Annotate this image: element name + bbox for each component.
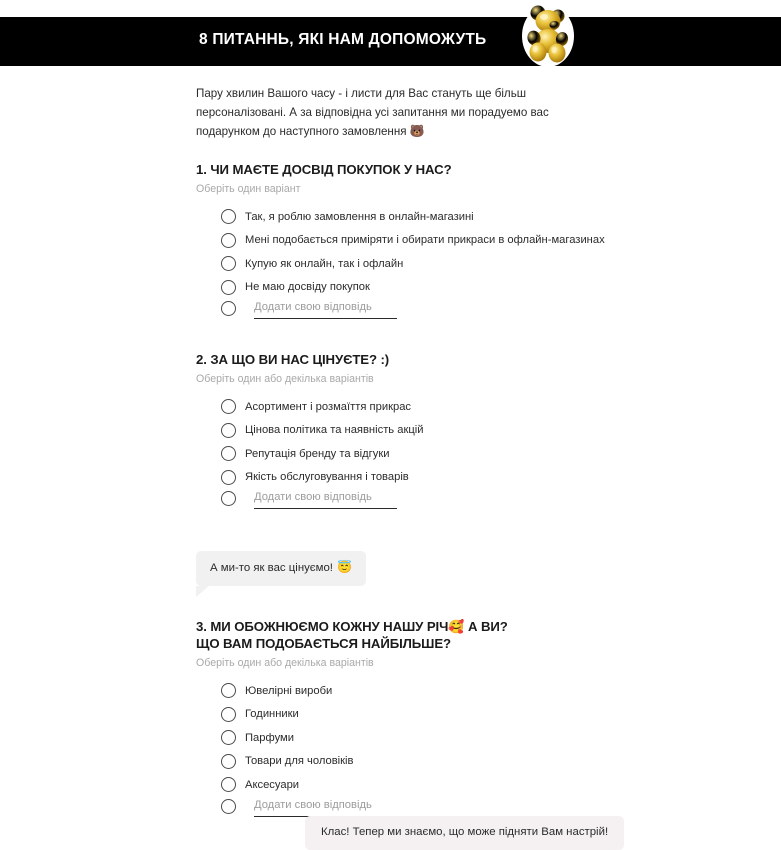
- option-row[interactable]: [221, 395, 626, 419]
- page-title: 8 ПИТАННЬ, ЯКІ НАМ ДОПОМОЖУТЬ: [199, 31, 487, 48]
- radio-icon[interactable]: [221, 399, 236, 414]
- radio-icon[interactable]: [221, 683, 236, 698]
- radio-icon[interactable]: [221, 423, 236, 438]
- option-row[interactable]: [221, 442, 626, 466]
- option-row[interactable]: [221, 773, 626, 797]
- option-label: Цінова політика та наявність акцій: [245, 424, 424, 437]
- option-label: Якість обслуговування і товарів: [245, 471, 409, 484]
- option-label: Не маю досвіду покупок: [245, 281, 370, 294]
- question-block-2: [196, 351, 626, 521]
- option-label: Асортимент і розмаїття прикрас: [245, 400, 412, 413]
- custom-answer-input[interactable]: [254, 799, 397, 817]
- radio-icon[interactable]: [221, 730, 236, 745]
- radio-icon[interactable]: [221, 707, 236, 722]
- radio-icon[interactable]: [221, 470, 236, 485]
- option-row-custom[interactable]: [221, 489, 626, 521]
- question-title-2: 2. ЗА ЩО ВИ НАС ЦІНУЄТЕ? :): [196, 352, 390, 367]
- question-hint-3: Оберіть один або декілька варіантів: [196, 657, 374, 669]
- options-list-2: [196, 395, 626, 521]
- survey-content: [196, 84, 626, 829]
- option-row[interactable]: [221, 276, 626, 300]
- gold-teddy-bear-icon: [512, 0, 584, 70]
- option-label: Ювелірні вироби: [245, 684, 333, 697]
- option-row[interactable]: [221, 466, 626, 490]
- smiling-face-hearts-emoji-icon: 🥰: [448, 619, 465, 634]
- option-label: Репутація бренду та відгуки: [245, 447, 390, 460]
- radio-icon[interactable]: [221, 233, 236, 248]
- radio-icon[interactable]: [221, 280, 236, 295]
- option-row[interactable]: [221, 726, 626, 750]
- radio-icon[interactable]: [221, 256, 236, 271]
- question-title-3-tail: А ВИ?: [467, 619, 508, 634]
- question-block-1: [196, 161, 626, 331]
- radio-icon[interactable]: [221, 209, 236, 224]
- chat-bubble-row-left: [196, 551, 626, 586]
- option-row[interactable]: [221, 252, 626, 276]
- radio-icon[interactable]: [221, 446, 236, 461]
- intro-paragraph: [196, 84, 611, 141]
- angel-face-emoji-icon: 😇: [336, 560, 352, 574]
- chat-bubble-after-q2: [196, 551, 366, 586]
- question-hint-2: Оберіть один або декілька варіантів: [196, 373, 374, 385]
- intro-text: Пару хвилин Вашого часу - і листи для Вас стануть ще більш персоналізовані. А за відповідна усі запитання ми порадуемо вас подарунком до наступного замовлення: [196, 87, 549, 138]
- radio-icon[interactable]: [221, 777, 236, 792]
- option-label: Парфуми: [245, 731, 294, 744]
- option-row[interactable]: [221, 419, 626, 443]
- option-label: Товари для чоловіків: [245, 755, 354, 768]
- question-hint-1: Оберіть один варіант: [196, 183, 301, 195]
- bear-face-emoji-icon: 🐻: [409, 124, 425, 138]
- chat-bubble-text: Клас! Тепер ми знаємо, що може підняти Вам настрій!: [321, 826, 609, 838]
- radio-icon[interactable]: [221, 754, 236, 769]
- radio-icon[interactable]: [221, 301, 236, 316]
- radio-icon[interactable]: [221, 491, 236, 506]
- option-row[interactable]: [221, 703, 626, 727]
- question-title-3-line2: ЩО ВАМ ПОДОБАЄТЬСЯ НАЙБІЛЬШЕ?: [196, 636, 451, 651]
- option-row-custom[interactable]: [221, 299, 626, 331]
- option-row[interactable]: [221, 679, 626, 703]
- option-row[interactable]: [221, 750, 626, 774]
- radio-icon[interactable]: [221, 799, 236, 814]
- custom-answer-input[interactable]: [254, 491, 397, 509]
- option-label: Мені подобається приміряти і обирати прикраси в офлайн-магазинах: [245, 234, 605, 247]
- options-list-3: [196, 679, 626, 829]
- chat-bubble-row-right: [305, 816, 624, 850]
- option-row[interactable]: [221, 205, 626, 229]
- option-label: Купую як онлайн, так і офлайн: [245, 257, 404, 270]
- chat-bubble-text: А ми-то як вас цінуємо!: [210, 562, 333, 574]
- option-label: Годинники: [245, 708, 299, 721]
- chat-bubble-after-q3: [305, 816, 624, 850]
- question-block-3: [196, 618, 626, 829]
- option-label: Так, я роблю замовлення в онлайн-магазині: [245, 210, 474, 223]
- custom-answer-input[interactable]: [254, 301, 397, 319]
- option-label: Аксесуари: [245, 778, 300, 791]
- question-title-1: 1. ЧИ МАЄТЕ ДОСВІД ПОКУПОК У НАС?: [196, 162, 452, 177]
- option-row[interactable]: [221, 229, 626, 253]
- options-list-1: [196, 205, 626, 331]
- question-title-3-line1: 3. МИ ОБОЖНЮЄМО КОЖНУ НАШУ РІЧ: [196, 619, 449, 634]
- question-title-3: [196, 618, 626, 652]
